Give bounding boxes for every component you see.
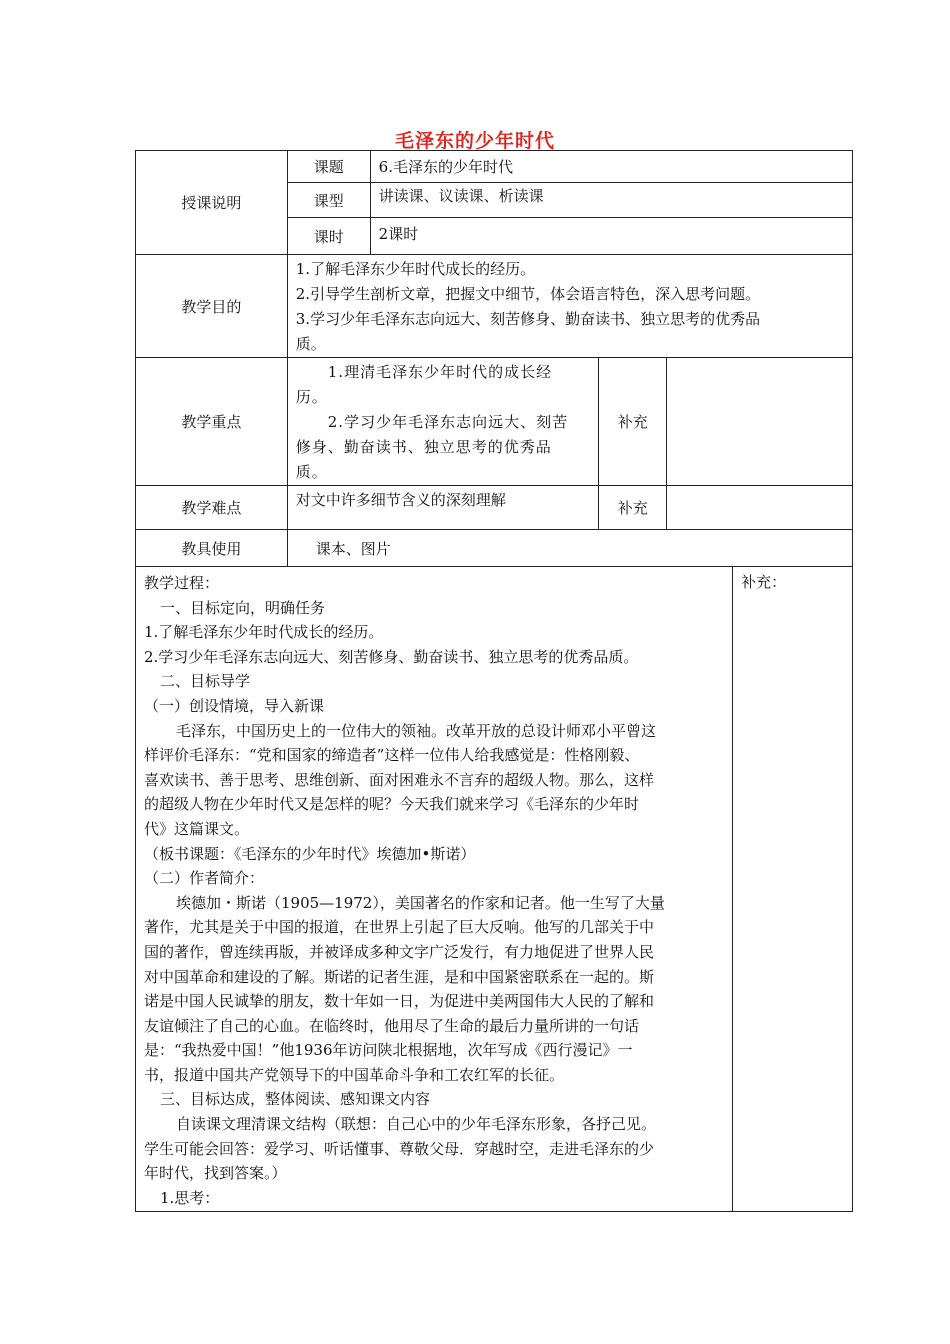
difficulty-supplement-label: 补充 <box>599 486 667 530</box>
info-value-topic: 6.毛泽东的少年时代 <box>370 151 852 183</box>
key-point-line: 2.学习少年毛泽东志向远大、刻苦 <box>327 413 569 431</box>
process-line: 对中国革命和建设的了解。斯诺的记者生涯，是和中国紧密联系在一起的。斯 <box>144 967 655 986</box>
key-point-line: 历。 <box>295 388 328 406</box>
page-title: 毛泽东的少年时代 <box>394 130 555 152</box>
tools-row <box>136 530 853 567</box>
process-line: （板书课题：《毛泽东的少年时代》埃德加•斯诺） <box>144 844 476 863</box>
process-line: 1.思考： <box>160 1188 220 1207</box>
info-label-type: 课型 <box>287 183 370 218</box>
process-line: 友谊倾注了自己的心血。在临终时，他用尽了生命的最后力量所讲的一句话 <box>144 1016 640 1035</box>
objective-item: 2.引导学生剖析文章，把握文中细节，体会语言特色，深入思考问题。 <box>295 285 761 303</box>
objective-item: 3.学习少年毛泽东志向远大、刻苦修身、勤奋读书、独立思考的优秀品 <box>295 310 761 328</box>
process-row <box>136 567 853 1212</box>
objective-item: 质。 <box>295 335 326 353</box>
process-heading: 三、目标达成，整体阅读、感知课文内容 <box>160 1090 431 1109</box>
info-label-hours: 课时 <box>287 218 370 255</box>
key-point-line: 质。 <box>295 463 328 481</box>
process-line: 的超级人物在少年时代又是怎样的呢？今天我们就来学习《毛泽东的少年时 <box>144 795 640 814</box>
info-value-type: 讲读课、议读课、析读课 <box>370 183 852 218</box>
process-supplement-label: 补充： <box>733 567 853 1212</box>
key-points-content <box>287 358 599 486</box>
process-heading: 一、目标定向，明确任务 <box>160 598 326 617</box>
info-section-label: 授课说明 <box>136 151 288 255</box>
objectives-label: 教学目的 <box>136 255 288 358</box>
process-line: 代》这篇课文。 <box>144 819 250 838</box>
key-point-line: 修身、勤奋读书、独立思考的优秀品 <box>295 438 552 456</box>
objectives-row <box>136 255 853 358</box>
difficulty-supplement-value <box>667 486 853 530</box>
process-line: 著作，尤其是关于中国的报道，在世界上引起了巨大反响。他写的几部关于中 <box>144 918 655 937</box>
key-points-row <box>136 358 853 486</box>
process-line: 样评价毛泽东：“党和国家的缔造者”这样一位伟人给我感觉是：性格刚毅、 <box>144 746 640 765</box>
difficulty-label: 教学难点 <box>136 486 288 530</box>
process-line: 诺是中国人民诚挚的朋友，数十年如一日，为促进中美两国伟大人民的了解和 <box>144 992 655 1011</box>
process-content <box>136 567 733 1212</box>
process-line: 书，报道中国共产党领导下的中国革命斗争和工农红军的长征。 <box>144 1065 565 1084</box>
key-points-supplement-value <box>667 358 853 486</box>
difficulty-value: 对文中许多细节含义的深刻理解 <box>287 486 599 530</box>
difficulty-row <box>136 486 853 530</box>
process-line: 自读课文理清课文结构（联想：自己心中的少年毛泽东形象，各抒己见。 <box>176 1115 657 1134</box>
process-line: 毛泽东，中国历史上的一位伟大的领袖。改革开放的总设计师邓小平曾这 <box>176 721 657 740</box>
process-subheading: （二）作者简介： <box>144 869 265 888</box>
key-point-line: 1.理清毛泽东少年时代的成长经 <box>327 363 553 381</box>
objective-item: 1.了解毛泽东少年时代成长的经历。 <box>295 260 536 278</box>
process-subheading: （一）创设情境，导入新课 <box>144 696 325 715</box>
process-line: 国的著作，曾连续再版，并被译成多种文字广泛发行，有力地促进了世界人民 <box>144 942 655 961</box>
tools-value: 课本、图片 <box>287 530 852 567</box>
process-line: 喜欢读书、善于思考、思维创新、面对困难永不言弃的超级人物。那么，这样 <box>144 770 655 789</box>
lesson-plan-table <box>135 150 853 1212</box>
process-line: 年时代，找到答案。） <box>144 1164 287 1183</box>
tools-label: 教具使用 <box>136 530 288 567</box>
info-label-topic: 课题 <box>287 151 370 183</box>
process-line: 学生可能会回答：爱学习、听话懂事、尊敬父母．穿越时空，走进毛泽东的少 <box>144 1139 655 1158</box>
info-row-topic <box>136 151 853 183</box>
key-points-label: 教学重点 <box>136 358 288 486</box>
info-value-hours: 2课时 <box>370 218 852 255</box>
objectives-content <box>287 255 852 358</box>
key-points-supplement-label: 补充 <box>599 358 667 486</box>
process-line: 埃德加・斯诺（1905—1972），美国著名的作家和记者。他一生写了大量 <box>176 893 665 912</box>
process-line: 教学过程： <box>144 574 220 592</box>
process-line: 2.学习少年毛泽东志向远大、刻苦修身、勤奋读书、独立思考的优秀品质。 <box>144 647 639 666</box>
process-heading: 二、目标导学 <box>160 672 251 691</box>
process-line: 1.了解毛泽东少年时代成长的经历。 <box>144 623 384 642</box>
process-line: 是：“我热爱中国！”他1936年访问陕北根据地，次年写成《西行漫记》一 <box>144 1041 633 1060</box>
